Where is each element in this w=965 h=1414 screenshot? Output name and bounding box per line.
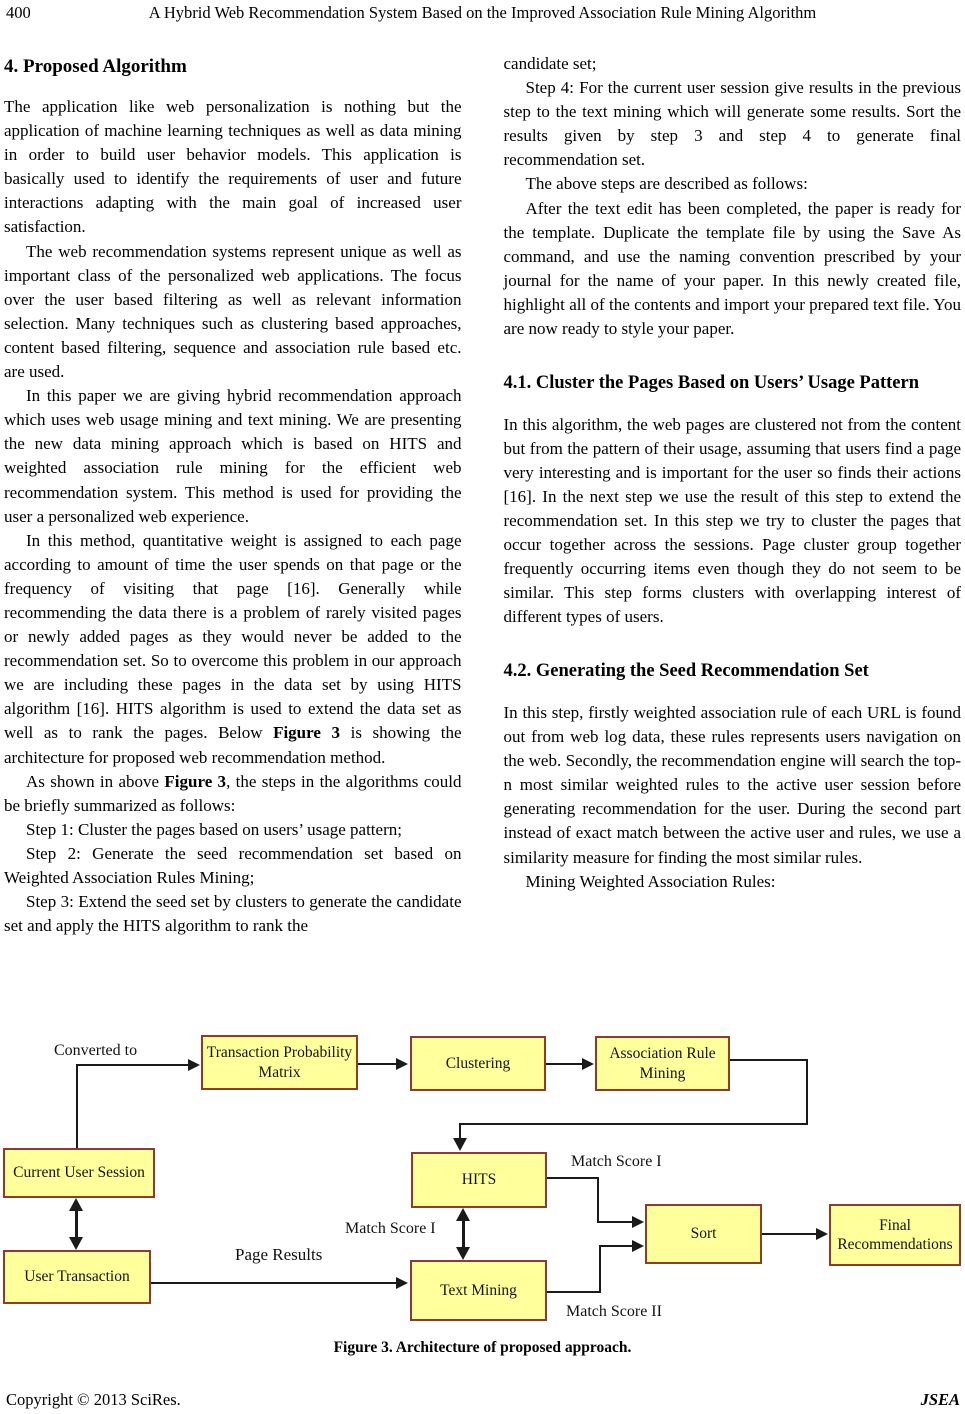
- diagram-label-match-score-1: Match Score I: [345, 1220, 436, 1237]
- connector-line: [730, 1059, 808, 1061]
- connector-line: [459, 1123, 461, 1139]
- paragraph-text: is showing the architecture for proposed web recommendation method.: [4, 723, 462, 767]
- arrow-right-icon: [632, 1240, 644, 1252]
- body-columns: [4, 52, 961, 938]
- diagram-label-match-score-2: Match Score II: [566, 1303, 662, 1320]
- section-heading-4-1: 4.1. Cluster the Pages Based on Users’ Usage Pattern: [503, 373, 920, 394]
- connector-line: [459, 1123, 808, 1125]
- paragraph: [4, 770, 462, 818]
- paragraph: The above steps are described as follows:: [525, 174, 808, 194]
- connector-line: [547, 1291, 601, 1293]
- step-item: Step 3: Extend the seed set by clusters to generate the candidate set and apply the HITS algorithm to rank the: [4, 892, 462, 936]
- diagram-box-current-user-session: Current User Session: [3, 1148, 155, 1198]
- paragraph: [4, 529, 462, 770]
- running-title: A Hybrid Web Recommendation System Based on the Improved Association Rule Mining Algorithm: [148, 3, 817, 22]
- paragraph-text: In this method, quantitative weight is assigned to each page according to amount of time the user spends on that page or the frequency of visiting that page [16]. Generally while recommending the data there is a problem of rarely visited pages or newly added pages as they would never be added to the recommendation set. So to overcome this problem in our approach we are including these pages in the data set by using HITS algorithm [16]. HITS algorithm is used to extend the data set as well as to rank the pages. Below: [4, 530, 462, 743]
- connector-line: [76, 1065, 78, 1148]
- section-heading-4-2: 4.2. Generating the Seed Recommendation Set: [503, 661, 869, 682]
- connector-line: [462, 1218, 465, 1250]
- connector-line: [762, 1233, 817, 1235]
- paragraph: The web recommendation systems represent unique as well as important class of the personalized web applications. The focus over the user based filtering as well as relevant information selection. Many techniques such as clustering based approaches, content based filtering, sequence and association rule based etc. are used.: [4, 241, 462, 382]
- paragraph: The application like web personalization is nothing but the application of machine learning techniques as well as data mining in order to build user behavior models. This application is basically used to identify the requirements of user and future interactions adapting with the main goal of increased user satisfaction.: [4, 97, 462, 237]
- connector-line: [597, 1177, 599, 1223]
- diagram-label-page-results: Page Results: [235, 1245, 323, 1264]
- connector-line: [75, 1208, 78, 1238]
- connector-line: [546, 1063, 582, 1065]
- page-number: 400: [6, 3, 31, 22]
- paragraph-text: , the steps in the algorithms could be briefly summarized as follows:: [4, 771, 462, 815]
- copyright-notice: Copyright © 2013 SciRes.: [6, 1390, 181, 1409]
- paragraph-continuation: candidate set;: [503, 54, 597, 73]
- diagram-box-final-recommendations: Final Recommendations: [829, 1204, 961, 1266]
- arrow-right-icon: [396, 1277, 408, 1289]
- diagram-box-user-transaction: User Transaction: [3, 1250, 151, 1304]
- paragraph: After the text edit has been completed, the paper is ready for the template. Duplicate the template file by using the Save As command, and use the naming convention prescribed by your journal for the name of your paper. In this newly created file, highlight all of the contents and import your prepared text file. You are now ready to style your paper.: [503, 198, 961, 339]
- diagram-label-converted-to: Converted to: [54, 1042, 138, 1059]
- connector-line: [151, 1282, 396, 1284]
- figure-caption: Figure 3. Architecture of proposed approach.: [333, 1339, 632, 1356]
- left-column: [4, 52, 462, 938]
- paragraph: In this paper we are giving hybrid recommendation approach which uses web usage mining and text mining. We are presenting the new data mining approach which is based on HITS and weighted association rule mining for the efficient web recommendation system. This method is used for providing the user a personalized web experience.: [4, 386, 462, 526]
- connector-line: [547, 1177, 599, 1179]
- figure-reference: Figure 3: [273, 723, 341, 743]
- diagram-box-clustering: Clustering: [410, 1036, 546, 1091]
- connector-line: [806, 1059, 808, 1125]
- arrow-up-icon: [456, 1208, 470, 1221]
- figure-reference: Figure 3: [164, 771, 227, 791]
- arrow-right-icon: [632, 1216, 644, 1228]
- diagram-box-sort: Sort: [645, 1204, 762, 1264]
- page-footer: [6, 1390, 960, 1410]
- arrow-right-icon: [582, 1058, 594, 1070]
- paragraph: In this algorithm, the web pages are clustered not from the content but from the pattern of their usage, assuming that users find a page very interesting and is important for the user so finds their actions [16]. In the next step we use the result of this step to extend the recommendation set. In this step we try to cluster the pages that occur together across the sessions. Page cluster group together frequently occurring items even though they do not seem to be similar. This step forms clusters with overlapping interest of different types of users.: [503, 414, 961, 627]
- arrow-right-icon: [816, 1228, 828, 1240]
- connector-line: [597, 1221, 633, 1223]
- paragraph: In this step, firstly weighted association rule of each URL is found out from web log data, these rules represents users navigation on the web. Secondly, the recommendation engine will search the top-n most similar weighted rules to the active user session before generating recommendation for the user. During the second part instead of exact match between the active user and rules, we use a similarity measure for finding the most similar rules.: [503, 702, 961, 867]
- right-column: [504, 52, 962, 938]
- arrow-down-icon: [456, 1247, 470, 1260]
- section-heading-4: 4. Proposed Algorithm: [4, 56, 187, 77]
- arrow-down-icon: [453, 1138, 467, 1151]
- diagram-box-text-mining: Text Mining: [410, 1260, 547, 1321]
- journal-name: JSEA: [920, 1390, 960, 1409]
- connector-line: [599, 1245, 633, 1247]
- connector-line: [599, 1245, 601, 1293]
- diagram-label-match-score-1: Match Score I: [571, 1153, 662, 1170]
- diagram-box-transaction-probability-matrix: Transaction Probability Matrix: [201, 1035, 358, 1090]
- arrow-down-icon: [69, 1237, 83, 1250]
- connector-line: [358, 1063, 396, 1065]
- arrow-up-icon: [69, 1198, 83, 1211]
- diagram-box-association-rule-mining: Association Rule Mining: [595, 1036, 730, 1091]
- diagram-box-hits: HITS: [411, 1152, 547, 1208]
- step-item: Step 4: For the current user session give results in the previous step to the text mining which will generate some results. Sort the results given by step 3 and step 4 to generate final recommendation set.: [503, 78, 961, 170]
- figure-3-diagram: [0, 1025, 965, 1337]
- paragraph-text: As shown in above: [26, 771, 165, 791]
- connector-line: [76, 1064, 188, 1066]
- paragraph: Mining Weighted Association Rules:: [525, 871, 776, 891]
- arrow-right-icon: [188, 1059, 200, 1071]
- step-item: Step 1: Cluster the pages based on users’ usage pattern;: [26, 819, 402, 839]
- step-item: Step 2: Generate the seed recommendation set based on Weighted Association Rules Mining;: [4, 843, 462, 887]
- arrow-right-icon: [396, 1058, 408, 1070]
